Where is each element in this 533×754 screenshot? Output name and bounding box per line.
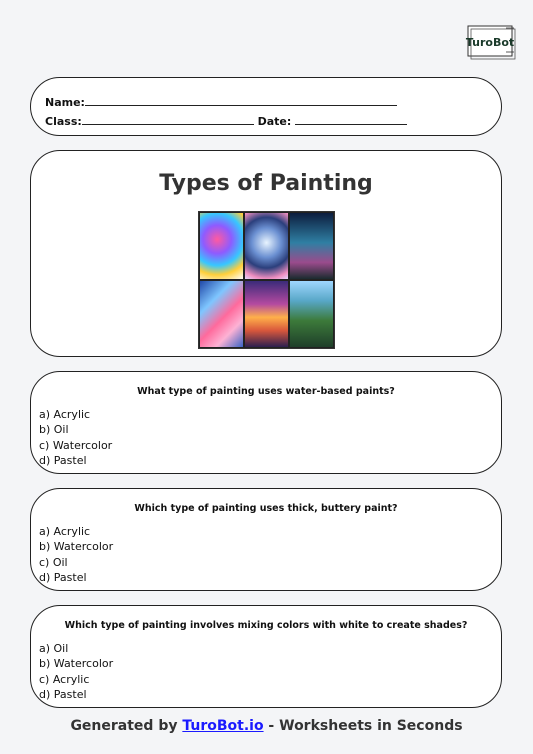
date-field[interactable] (295, 113, 407, 125)
painting-collage-image (198, 211, 335, 349)
option-c[interactable]: c) Oil (39, 555, 68, 569)
student-info-card (30, 77, 502, 136)
class-date-row (45, 113, 407, 128)
date-label: Date: (257, 115, 292, 128)
option-b[interactable]: b) Watercolor (39, 657, 114, 671)
title-card (30, 150, 502, 357)
turobot-logo (462, 24, 518, 60)
collage-tile-abstract (200, 281, 243, 347)
question-card-3 (30, 605, 502, 708)
svg-text:TuroBot: TuroBot (465, 36, 515, 49)
collage-tile-sunset (245, 281, 288, 347)
collage-tile-forest (290, 281, 333, 347)
option-a[interactable]: a) Acrylic (39, 408, 91, 421)
worksheet-title: Types of Painting (159, 171, 373, 196)
footer-suffix: - Worksheets in Seconds (263, 718, 463, 734)
footer-prefix: Generated by (70, 718, 183, 734)
option-d[interactable]: d) Pastel (39, 571, 87, 585)
options-list (39, 641, 113, 703)
option-a[interactable]: a) Acrylic (39, 525, 91, 538)
question-text: Which type of painting involves mixing colors with white to create shades? (64, 620, 468, 631)
class-label: Class: (45, 115, 82, 128)
question-text: What type of painting uses water-based paints? (137, 386, 395, 397)
option-c[interactable]: c) Acrylic (39, 672, 90, 686)
turobot-link[interactable]: TuroBot.io (182, 718, 264, 734)
question-card-2 (30, 488, 502, 591)
option-d[interactable]: d) Pastel (39, 688, 87, 702)
collage-tile-arch (290, 213, 333, 279)
collage-tile-watercolor (200, 213, 243, 279)
option-c[interactable]: c) Watercolor (39, 438, 113, 452)
question-card-1 (30, 371, 502, 474)
class-field[interactable] (82, 113, 254, 125)
option-b[interactable]: b) Watercolor (39, 540, 114, 554)
name-row (45, 94, 397, 109)
option-d[interactable]: d) Pastel (39, 454, 87, 468)
name-field[interactable] (85, 94, 397, 106)
option-a[interactable]: a) Oil (39, 642, 69, 655)
options-list (39, 524, 113, 586)
options-list (39, 407, 112, 469)
question-text: Which type of painting uses thick, buttery paint? (134, 503, 398, 514)
footer (0, 718, 533, 734)
option-b[interactable]: b) Oil (39, 423, 69, 437)
name-label: Name: (45, 96, 85, 109)
collage-tile-swirl (245, 213, 288, 279)
